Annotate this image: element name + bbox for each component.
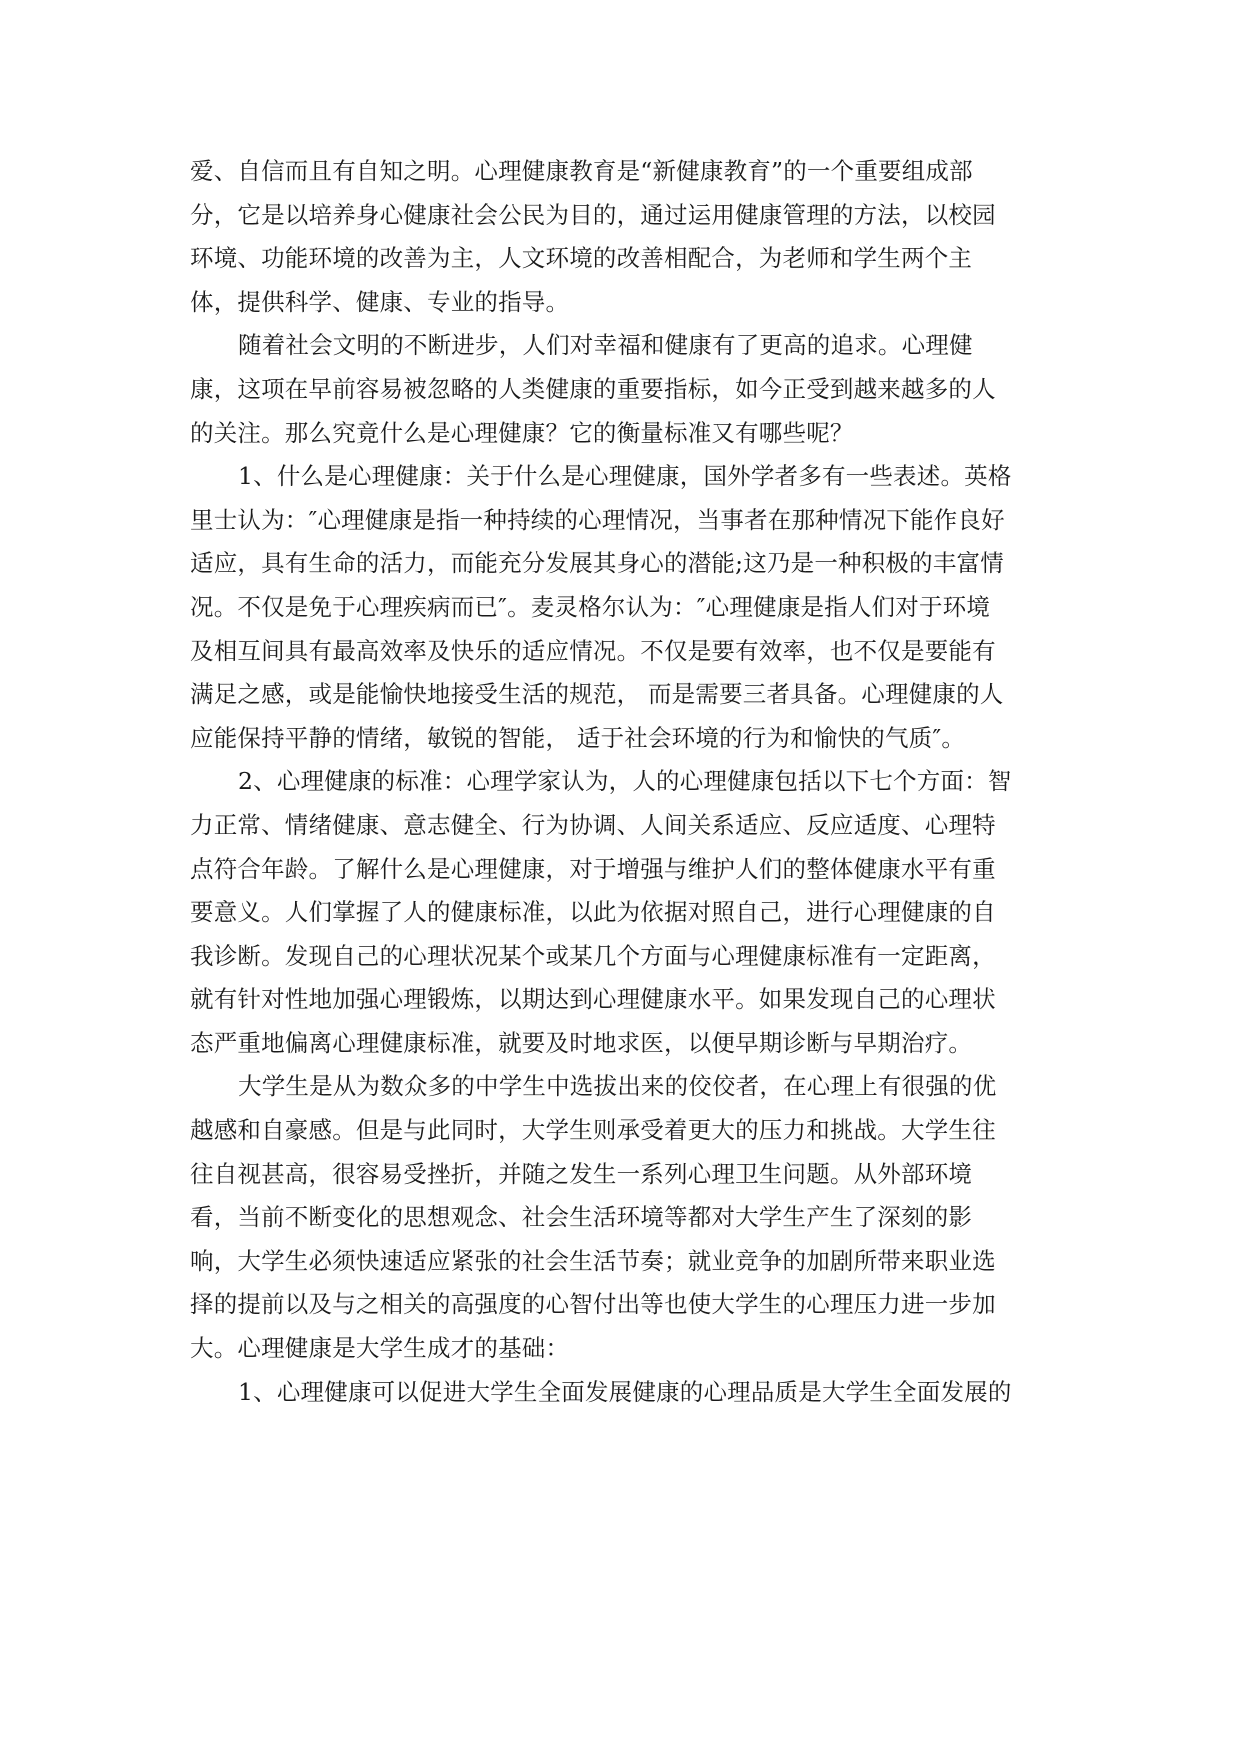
- text-line: 况。不仅是免于心理疾病而已″。麦灵格尔认为：″心理健康是指人们对于环境: [190, 592, 991, 621]
- text-line: 我诊断。发现自己的心理状况某个或某几个方面与心理健康标准有一定距离，: [190, 941, 996, 970]
- text-line: 往自视甚高，很容易受挫折，并随之发生一系列心理卫生问题。从外部环境: [190, 1159, 973, 1188]
- text-line: 态严重地偏离心理健康标准，就要及时地求医，以便早期诊断与早期治疗。: [190, 1028, 973, 1057]
- text-line: 体，提供科学、健康、专业的指导。: [190, 287, 570, 316]
- text-line: 响，大学生必须快速适应紧张的社会生活节奏；就业竞争的加剧所带来职业选: [190, 1246, 996, 1275]
- text-line: 应能保持平静的情绪，敏锐的智能， 适于社会环境的行为和愉快的气质″。: [190, 723, 966, 752]
- text-line: 1、什么是心理健康：关于什么是心理健康，国外学者多有一些表述。英格: [238, 462, 1012, 491]
- text-line: 越感和自豪感。但是与此同时，大学生则承受着更大的压力和挑战。大学生往: [190, 1116, 996, 1145]
- text-line: 康，这项在早前容易被忽略的人类健康的重要指标，如今正受到越来越多的人: [190, 374, 996, 403]
- text-line: 里士认为：″心理健康是指一种持续的心理情况，当事者在那种情况下能作良好: [190, 505, 1005, 534]
- body-text: [190, 150, 1050, 1414]
- text-line: 1、心理健康可以促进大学生全面发展健康的心理品质是大学生全面发展的: [238, 1377, 1012, 1406]
- text-line: 适应，具有生命的活力，而能充分发展其身心的潜能;这乃是一种积极的丰富情: [190, 549, 1004, 578]
- text-line: 择的提前以及与之相关的高强度的心智付出等也使大学生的心理压力进一步加: [190, 1290, 996, 1319]
- text-line: 看，当前不断变化的思想观念、社会生活环境等都对大学生产生了深刻的影: [190, 1203, 973, 1232]
- text-line: 爱、自信而且有自知之明。心理健康教育是“新健康教育”的一个重要组成部: [190, 157, 973, 185]
- text-line: 就有针对性地加强心理锻炼，以期达到心理健康水平。如果发现自己的心理状: [190, 985, 996, 1014]
- text-line: 满足之感，或是能愉快地接受生活的规范， 而是需要三者具备。心理健康的人: [190, 680, 1004, 709]
- text-line: 分，它是以培养身心健康社会公民为目的，通过运用健康管理的方法，以校园: [190, 200, 996, 229]
- text-line: 大。心理健康是大学生成才的基础：: [190, 1334, 570, 1363]
- text-line: 及相互间具有最高效率及快乐的适应情况。不仅是要有效率，也不仅是要能有: [190, 636, 996, 665]
- text-line: 环境、功能环境的改善为主，人文环境的改善相配合，为老师和学生两个主: [190, 244, 973, 273]
- text-line: 要意义。人们掌握了人的健康标准，以此为依据对照自己，进行心理健康的自: [190, 898, 996, 927]
- text-line: 大学生是从为数众多的中学生中选拔出来的佼佼者，在心理上有很强的优: [238, 1072, 997, 1101]
- text-line: 2、心理健康的标准：心理学家认为，人的心理健康包括以下七个方面：智: [238, 767, 1012, 796]
- text-line: 的关注。那么究竟什么是心理健康？它的衡量标准又有哪些呢？: [190, 418, 854, 447]
- text-line: 力正常、情绪健康、意志健全、行为协调、人间关系适应、反应适度、心理特: [190, 810, 996, 839]
- text-line: 随着社会文明的不断进步，人们对幸福和健康有了更高的追求。心理健: [238, 331, 973, 360]
- text-line: 点符合年龄。了解什么是心理健康，对于增强与维护人们的整体健康水平有重: [190, 854, 996, 883]
